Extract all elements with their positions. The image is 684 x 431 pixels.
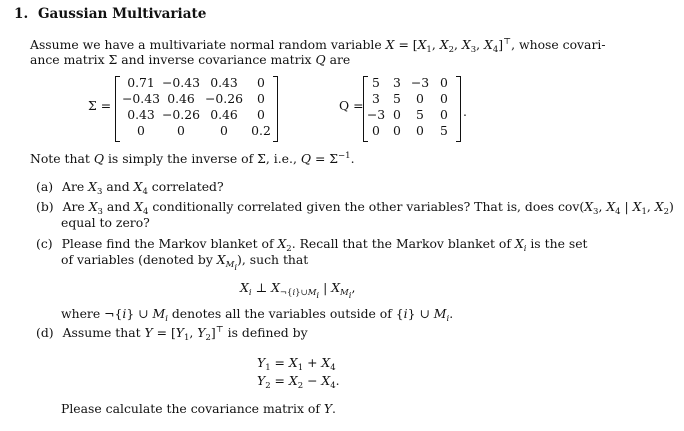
q-matrix-cell: 0 bbox=[440, 91, 448, 106]
final-instruction: Please calculate the covariance matrix of Y. bbox=[61, 401, 336, 416]
sigma-matrix-cell: −0.26 bbox=[205, 91, 243, 106]
sigma-matrix-cell: 0 bbox=[177, 123, 185, 138]
section-heading bbox=[14, 6, 206, 22]
sigma-matrix-cell: 0.71 bbox=[127, 75, 155, 90]
sigma-matrix-cell: 0 bbox=[257, 91, 265, 106]
question-c: (c) Please find the Markov blanket of $X_2$. Recall that the Markov blanket of $X_i$ is the set bbox=[36, 236, 588, 254]
sigma-left-bracket bbox=[115, 76, 120, 142]
sigma-matrix-cell: 0 bbox=[220, 123, 228, 138]
q-matrix-cell: 5 bbox=[393, 91, 401, 106]
q-matrix-cell: 5 bbox=[440, 123, 448, 138]
markov-formula: $X_i$ ⊥ $X_{\neg\{i\}\cup M_i}$ | $X_{M_i}$, bbox=[240, 280, 356, 301]
note-line: Note that Q is simply the inverse of Σ, i.e., $Q = \Sigma^{-1}$. bbox=[30, 151, 355, 166]
sigma-matrix-cell: 0 bbox=[257, 107, 265, 122]
q-matrix-cell: 0 bbox=[372, 123, 380, 138]
sigma-matrix-cell: 0.43 bbox=[127, 107, 155, 122]
q-right-bracket bbox=[456, 76, 461, 142]
q-matrix-cell: 3 bbox=[393, 75, 401, 90]
sigma-label: Σ = bbox=[88, 98, 112, 113]
question-b-marker: (b) bbox=[36, 199, 54, 214]
intro-line-2: ance matrix Σ and inverse covariance matrix Q are bbox=[30, 52, 351, 67]
equation-y2: $Y_2 = X_2 - X_4$. bbox=[257, 373, 340, 391]
q-matrix-cell: 0 bbox=[393, 123, 401, 138]
sigma-matrix-cell: −0.43 bbox=[162, 75, 200, 90]
sigma-right-bracket bbox=[273, 76, 278, 142]
question-c-marker: (c) bbox=[36, 236, 53, 251]
sigma-matrix-cell: 0.46 bbox=[210, 107, 238, 122]
question-b: (b) Are $X_3$ and $X_4$ conditionally correlated given the other variables? That is, does $cov(X_3$, $X_4$ | $X_1$, $X_2$) bbox=[36, 199, 674, 217]
q-matrix-cell: −3 bbox=[366, 107, 386, 122]
sigma-matrix-cell: 0.2 bbox=[251, 123, 271, 138]
q-matrix-cell: 0 bbox=[416, 91, 424, 106]
q-label: Q = bbox=[339, 98, 364, 113]
q-matrix-cell: 0 bbox=[416, 123, 424, 138]
sigma-matrix-cell: 0 bbox=[257, 75, 265, 90]
q-matrix-cell: 3 bbox=[372, 91, 380, 106]
sigma-matrix-cell: −0.43 bbox=[122, 91, 160, 106]
section-number: 1. bbox=[14, 6, 29, 22]
question-d: (d) Assume that $Y = [Y_1$, $Y_2]^⊤$ is defined by bbox=[36, 325, 308, 343]
q-matrix-cell: 5 bbox=[416, 107, 424, 122]
question-b-line2: equal to zero? bbox=[61, 215, 150, 230]
equation-y1: $Y_1 = X_1 + X_4$ bbox=[257, 355, 336, 373]
intro-line-1: Assume we have a multivariate normal random variable $X = [X_1$, $X_2$, $X_3$, $X_4]^⊤$, whose covari- bbox=[30, 37, 606, 55]
q-matrix-cell: 5 bbox=[372, 75, 380, 90]
question-a: (a) Are $X_3$ and $X_4$ correlated? bbox=[36, 179, 224, 197]
q-matrix-cell: 0 bbox=[440, 75, 448, 90]
sigma-matrix bbox=[122, 75, 276, 139]
markov-where: where ¬{i} ∪ $M_i$ denotes all the variables outside of {i} ∪ $M_i$. bbox=[61, 306, 454, 324]
q-matrix-cell: 0 bbox=[440, 107, 448, 122]
sigma-matrix-cell: −0.26 bbox=[162, 107, 200, 122]
sigma-matrix-cell: 0 bbox=[137, 123, 145, 138]
sigma-matrix-cell: 0.46 bbox=[167, 91, 195, 106]
question-a-marker: (a) bbox=[36, 179, 54, 194]
q-matrix bbox=[366, 75, 456, 139]
section-title: Gaussian Multivariate bbox=[37, 6, 207, 22]
q-trailing: . bbox=[463, 104, 467, 119]
question-d-marker: (d) bbox=[36, 325, 54, 340]
q-matrix-cell: 0 bbox=[393, 107, 401, 122]
question-c-line2: of variables (denoted by $X_{M_i}$), such that bbox=[61, 252, 309, 273]
q-matrix-cell: −3 bbox=[410, 75, 430, 90]
sigma-matrix-cell: 0.43 bbox=[210, 75, 238, 90]
